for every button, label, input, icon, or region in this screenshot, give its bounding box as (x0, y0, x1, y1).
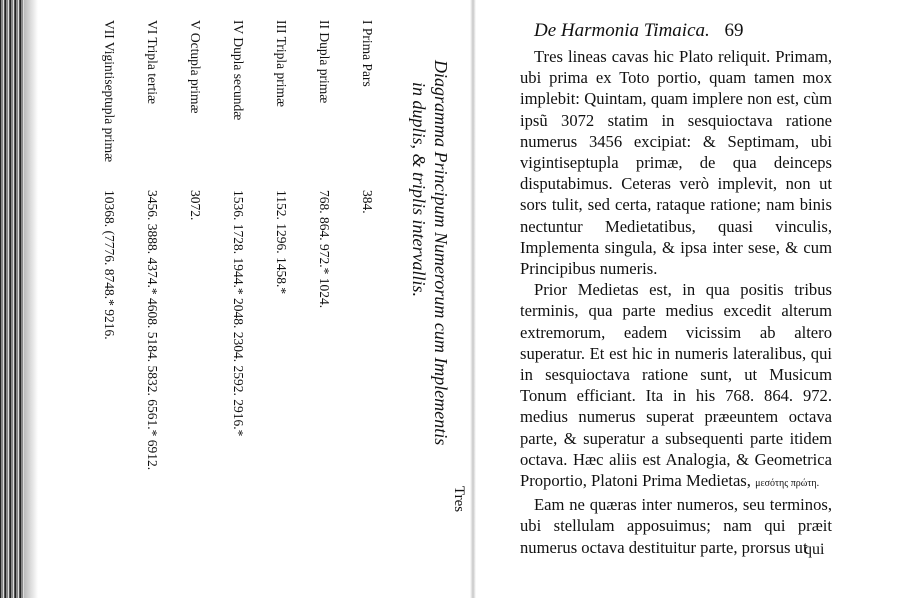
running-head-title: De Harmonia Timaica. (534, 20, 710, 41)
running-head (534, 20, 884, 42)
diagram-row (226, 20, 246, 540)
page-fold (470, 0, 476, 598)
diagram-title-line-1: Diagramma Principum Numerorum cum Implementis (431, 60, 451, 446)
paragraph-text: Prior Medietas est, in qua positis tribus terminis, qua parte medius excedit alterum extremorum, eadem vicissim ab altero superatur. Et est hic in numeris lateralibus, qui in sesquioctava ratione sunt, ut Musicum Tonum efficiant. Ita in his 768. 864. 972. medius numerus superat præeuntem octava parte, & superatur a subsequenti parte itidem octava. Hæc aliis est Analogia, & Geometrica Proportio, Platoni Prima Medietas, (520, 280, 832, 491)
row-label: V Octupla primæ (188, 20, 203, 114)
row-label: IV Dupla secundæ (231, 20, 246, 121)
row-numbers: 1536. 1728. 1944.* 2048. 2304. 2592. 2916.* (231, 190, 246, 437)
row-numbers: 3072. (188, 190, 203, 221)
left-page (40, 0, 470, 598)
right-catchword: qui (804, 541, 825, 558)
rotated-diagram (40, 0, 470, 560)
diagram-title-line-2: in duplis, & triplis intervallis. (409, 82, 429, 298)
row-numbers: 1152. 1296. 1458.* (274, 190, 289, 295)
row-label: VI Tripla tertiæ (145, 20, 160, 105)
body-text (520, 46, 832, 558)
paragraph: Tres lineas cavas hic Plato reliquit. Primam, ubi prima ex Toto portio, quam tamen mox implebit: Quintam, quam implere non est, cùm ipsũ 3072 statim in sesquioctava ratione numerus 3456 excipiat: & Septimam, ubi vigintiseptupla primæ, de qua deinceps disputabimus. Ceteras verò implevit, non ut sors tulit, sed certa, rataque ratione; nam binis nectuntur Medietatibus, quasi vinculis, Implementa singula, & ipsa inter sese, & cum Principibus numeris. (520, 47, 832, 279)
diagram-row (97, 20, 117, 540)
diagram-row (312, 20, 332, 540)
greek-gloss: μεσότης πρώτη. (755, 478, 820, 490)
paragraph (520, 279, 832, 494)
diagram-row (183, 20, 203, 540)
row-label: II Dupla primæ (317, 20, 332, 104)
row-label: VII Vigintiseptupla primæ (102, 20, 117, 163)
paragraph: Eam ne quæras inter numeros, seu terminos, ubi stellulam apposuimus; nam qui præit numerus octava destituitur parte, prorsus ut (520, 495, 832, 557)
row-numbers: 384. (360, 190, 375, 214)
row-numbers: 768. 864. 972.* 1024. (317, 190, 332, 309)
right-page (500, 0, 900, 598)
row-label: I Prima Pars (360, 20, 375, 87)
diagram-row (355, 20, 375, 540)
book-gutter-shadow (0, 0, 24, 598)
row-numbers: 10368. (7776. 8748.* 9216. (102, 190, 117, 340)
row-label: III Tripla primæ (274, 20, 289, 108)
diagram-row (269, 20, 289, 540)
gutter-fade (24, 0, 38, 598)
diagram-title (408, 60, 452, 540)
row-numbers: 3456. 3888. 4374.* 4608. 5184. 5832. 6561.* 6912. (145, 190, 160, 471)
diagram-row (140, 20, 160, 540)
left-catchword: Tres (451, 486, 467, 513)
page-number: 69 (724, 20, 744, 41)
